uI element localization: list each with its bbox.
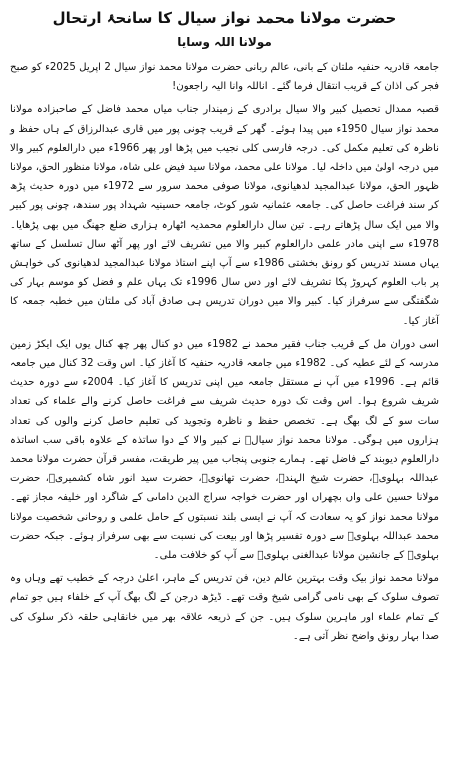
paragraph-4: مولانا محمد نواز بیک وقت بہترین عالم دین، فن تدریس کے ماہر، اعلیٰ درجہ کے خطیب تھے وہاں وہ تصوف سلوک کے بھی نامی گرامی شیخ وقت تھے۔ ڈیڑھ درجن کے لگ بھگ آپ کے خلفاء ہیں جو تمام کے تمام علماء اور ماہرین سلوک ہیں۔ جن کے ذریعہ علاقہ بھر میں خانقاہی حلقہ ذکر سلوک کی صدا بہار رونق واضح نظر آتی ہے۔ <box>10 573 439 642</box>
paragraph-2: قصبہ ممدال تحصیل کبیر والا سیال برادری کے زمیندار جناب میاں محمد فاضل کے صاحبزادہ مولانا محمد نواز سیال 1950ء میں پیدا ہوئے۔ گھر کے قریب چونی پور میں قاری عبدالرزاق کے ہاں حفظ و ناظرہ کی تعلیم مکمل کی۔ درجہ فارسی کلی نجیب میں پڑھا اور پھر 1966ء میں دارالعلوم کبیر والا میں درجہ اولیٰ میں داخلہ لیا۔ مولانا علی محمد، مولانا سید فیض علی شاہ، مولانا منظور الحق، مولانا ظہور الحق، مولانا عبدالمجید لدھیانوی، مولانا صوفی محمد سرور سے 1972ء میں دورہ حدیث پڑھ کر سند فراغت حاصل کی۔ جامعہ عثمانیہ شور کوٹ، جامعہ حسینیہ شہداد پور سندھ، چونی پور کبیر والا میں ایک سال پڑھاتے رہے۔ تین سال دارالعلوم محمدیہ اٹھارہ ہزاری ضلع جھنگ میں بھی پڑھایا۔ 1978ء سے اپنی مادر علمی دارالعلوم کبیر والا میں تشریف لائے اور پھر آٹھ سال تسلسل کے ساتھ یہاں مسند تدریس کو رونق بخشتی 1986ء سے آپ اپنے استاذ مولانا عبدالمجید لدھیانوی کی خواہش پر باب العلوم کہروڑ پکا تشریف لائے اور دس سال 1996ء تک یہاں علم و فضل کو موسم بہار کی شگفتگی سے سرفراز کیا۔ کبیر والا میں دوران تدریس ہی صادق آباد کی ملتان میں خطبہ جمعہ کا آغاز کیا۔ <box>10 104 440 327</box>
article-author: مولانا اللہ وسایا <box>177 35 272 49</box>
paragraph-3: اسی دوران مل کے قریب جناب فقیر محمد نے 1982ء میں دو کنال پھر چھ کنال یوں ایک ایکڑ زمین مدرسہ کے لئے عطیہ کی۔ 1982ء میں جامعہ قادریہ حنفیہ کا آغاز کیا۔ اس وقت 32 کنال میں جامعہ قائم ہے۔ 1996ء میں آپ نے مستقل جامعہ میں اپنی تدریس کا آغاز کیا۔ 2004ء سے دورہ حدیث شریف شروع ہوا۔ اس وقت تک دورہ حدیث شریف سے فراغت حاصل کرنے والے علماء کی تعداد سات سو کے لگ بھگ ہے۔ تخصص حفظ و ناظرہ وتجوید کی تعلیم حاصل کرنے والوں کی تعداد ہزاروں میں ہوگی۔ مولانا محمد نواز سیالؒ نے کبیر والا کے دوا ساتذہ کے علاوہ باقی سب اساتذہ دارالعلوم دیوبند کے فاضل تھے۔ ہمارے جنوبی پنجاب میں پیر طریقت، مفسر قرآن حضرت مولانا محمد عبداللہ بہلویؒ، حضرت شیخ الہندؒ، حضرت تھانویؒ، حضرت سید انور شاہ کشمیریؒ، حضرت مولانا حسین علی واں بچھراں اور حضرت خواجہ سراج الدین داماںی کے شاگرد اور خلیفہ مجاز تھے۔ مولانا محمد نواز کو یہ سعادت کہ آپ نے ایسی بلند نسبتوں کے حامل علمی و روحانی شخصیت مولانا محمد عبداللہ بہلویؒ سے دورہ تفسیر پڑھا اور بیعت کی نسبت سے بھی سرفراز ہوئے۔ جبکہ حضرت بہلویؒ کے جانشین مولانا عبدالغنی بہلویؒ سے آپ کو خلافت ملی۔ <box>10 338 440 562</box>
paragraph-1: جامعہ قادریہ حنفیہ ملتان کے بانی، عالم ربانی حضرت مولانا محمد نواز سیال 2 اپریل 2025ء کو صبح فجر کی اذان کے قریب انتقال فرما گئے۔ اناللہ وانا الیہ راجعون! <box>10 62 439 93</box>
article-title: حضرت مولانا محمد نواز سیال کا سانحۂ ارتحال <box>52 9 397 27</box>
